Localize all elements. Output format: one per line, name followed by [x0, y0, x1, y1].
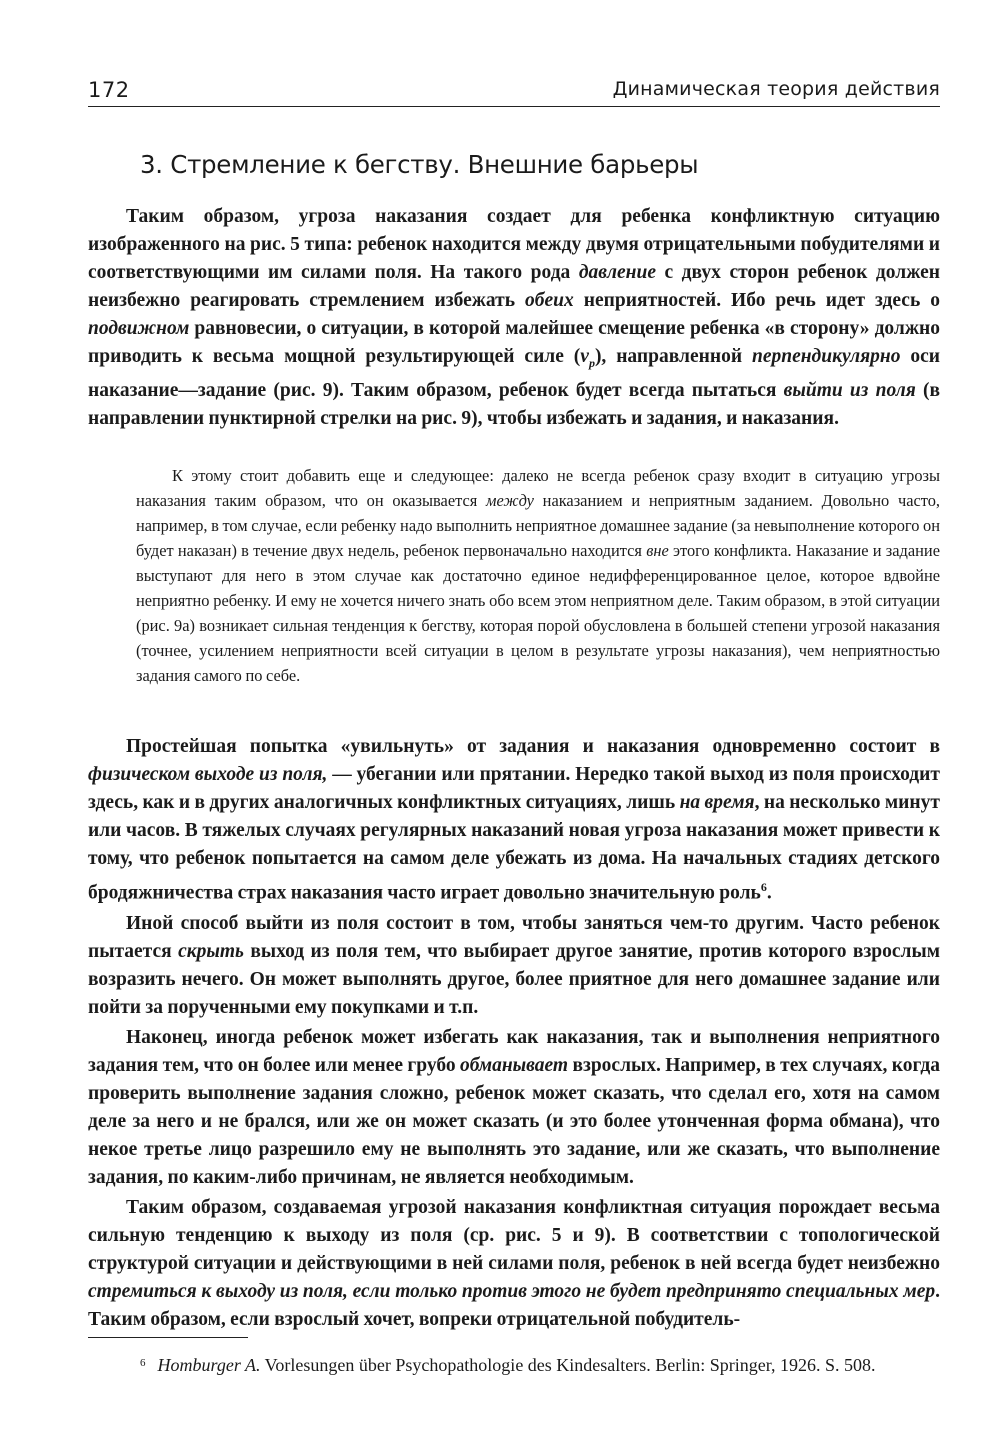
- running-title: Динамическая теория действия: [612, 78, 940, 100]
- velocity-symbol: $v_p$: [580, 346, 595, 370]
- note-text: К этому стоит добавить еще и следующее: далеко не всегда ребенок сразу входит в ситуацию угрозы наказания таким образом, что он оказывается между наказанием и неприятным заданием. Довольно часто, например, в том случае, если ребенку надо выполнить неприятное домашнее задание (за невыполнение которого он будет наказан) в течение двух недель, ребенок первоначально находится вне этого конфликта. Наказание и задание выступают для него в этом случае как достаточно единое недифференцированное целое, которое вдвойне неприятно ребенку. И ему не хочется ничего знать обо всем этом неприятном деле. Таким образом, в этой ситуации (рис. 9а) возникает сильная тенденция к бегству, которая порой обусловлена в большей степени угрозой наказания (точнее, усилением неприятности всей ситуации в целом в результате угрозы наказания), чем неприятностью задания самого по себе.: [136, 466, 941, 685]
- paragraph-4: Наконец, иногда ребенок может избегать как наказания, так и выполнения неприятного задания тем, что он более или менее грубо обманывает взрослых. Например, в тех случаях, когда проверить выполнение задания сложно, ребенок может сказать, что сделал его, хотя на самом деле за него и не брался, или же он может сказать (и это более утонченная форма обмана), что некое третье лицо разрешило ему не выполнять это задание, или же сказать, что выполнение задания, по каким-либо причинам, не является необходимым.: [88, 1026, 941, 1188]
- main-text: [88, 733, 940, 1334]
- footnote-divider: [88, 1337, 248, 1338]
- paragraph-3: Иной способ выйти из поля состоит в том, чтобы заняться чем-то другим. Часто ребенок пытается скрыть выход из поля тем, что выбирает другое занятие, против которого взрослым возразить нечего. Он может выполнять другое, более приятное для него домашнее задание или пойти за порученными ему покупками и т.п.: [88, 912, 940, 1018]
- footnote-text: Vorlesungen über Psychopathologie des Kindesalters. Berlin: Springer, 1926. S. 508.: [260, 1355, 876, 1375]
- paragraph-5: Таким образом, создаваемая угрозой наказания конфликтная ситуация порождает весьма сильную тенденцию к выходу из поля (ср. рис. 5 и 9). В соответствии с топологической структурой ситуации и действующими в ней силами поля, ребенок в ней всегда будет неизбежно стремиться к выходу из поля, если только против этого не будет предпринято специальных мер. Таким образом, если взрослый хочет, вопреки отрицательной побудитель-: [88, 1196, 940, 1330]
- paragraph-2: Простейшая попытка «увильнуть» от задания и наказания одновременно состоит в физическом выходе из поля, — убегании или прятании. Нередко такой выход из поля происходит здесь, как и в других аналогичных конфликтных ситуациях, лишь на время, на несколько минут или часов. В тяжелых случаях регулярных наказаний новая угроза наказания может привести к тому, что ребенок попытается на самом деле убежать из дома. На начальных стадиях детского бродяжничества страх наказания часто играет довольно значительную роль$^6$.: [88, 736, 940, 904]
- note-paragraph: [136, 463, 940, 688]
- paragraph-1: [88, 203, 940, 433]
- footnote-author: Homburger A.: [157, 1355, 261, 1375]
- paragraph-text: Таким образом, угроза наказания создает для ребенка конфликтную ситуацию изображенного на рис. 5 типа: ребенок находится между двумя отрицательными побудителями и соответствующими им силами поля. На такого рода давление с двух сторон ребенок должен неизбежно реагировать стремлением избежать обеих неприятностей. Ибо речь идет здесь о подвижном равновесии, о ситуации, в которой малейшее смещение ребенка «в сторону» должно приводить к весьма мощной результирующей силе $(v_p)$, направленной перпендикулярно оси наказание—задание (рис. 9). Таким образом, ребенок будет всегда пытаться выйти из поля (в направлении пунктирной стрелки на рис. 9), чтобы избежать и задания, и наказания.: [88, 206, 940, 429]
- footnote: [140, 1351, 940, 1377]
- footnote-reference[interactable]: 6: [760, 880, 767, 894]
- section-title: 3. Стремление к бегству. Внешние барьеры: [140, 150, 699, 179]
- page-header: [88, 72, 940, 107]
- page-number: 172: [88, 78, 130, 102]
- footnote-marker: 6: [140, 1357, 146, 1369]
